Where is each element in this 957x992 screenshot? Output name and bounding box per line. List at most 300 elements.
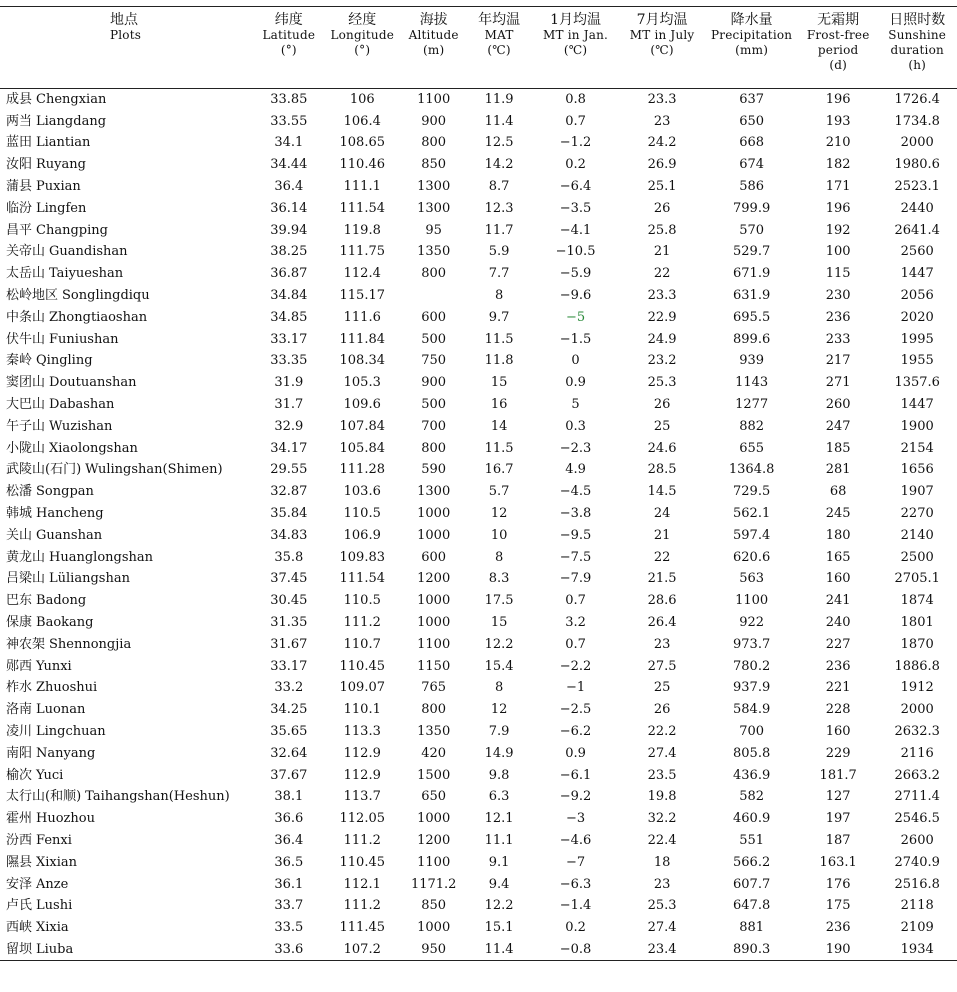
data-cell: −1 xyxy=(565,680,586,696)
plot-name-cell xyxy=(0,612,254,634)
column-header-en: Precipitation xyxy=(711,28,793,42)
data-cell: 26 xyxy=(653,200,671,216)
data-cell: 240 xyxy=(825,615,851,631)
plot-name-zh: 西峡 xyxy=(6,920,33,936)
data-cell: 2154 xyxy=(900,440,934,456)
data-cell: 27.5 xyxy=(647,658,677,674)
plot-name-en: Doutuanshan xyxy=(49,375,137,391)
data-cell: 8 xyxy=(494,680,504,696)
data-cell: 33.7 xyxy=(274,898,304,914)
plot-name-cell xyxy=(0,568,254,590)
plot-name-cell xyxy=(0,328,254,350)
data-cell: 937.9 xyxy=(733,680,771,696)
data-cell: 1000 xyxy=(417,506,451,522)
data-cell: −6.1 xyxy=(559,767,592,783)
data-cell: 0 xyxy=(571,353,580,369)
data-cell: 15.1 xyxy=(484,920,514,936)
plot-name-cell xyxy=(0,917,254,939)
plot-name-zh: 午子山 xyxy=(6,418,46,434)
data-cell: −10.5 xyxy=(555,244,596,260)
table-row xyxy=(0,721,957,743)
data-cell: −6.2 xyxy=(559,724,592,739)
plot-name-zh: 伏牛山 xyxy=(6,331,46,347)
data-cell: 1200 xyxy=(417,832,451,848)
data-cell: 33.17 xyxy=(270,331,308,347)
plot-name-cell xyxy=(0,459,254,481)
data-cell: 221 xyxy=(825,680,851,696)
data-cell: 34.85 xyxy=(270,309,308,325)
column-header xyxy=(877,7,957,89)
plot-name-en: Lingfen xyxy=(36,200,87,216)
data-cell: 23.4 xyxy=(620,939,705,961)
data-cell: 33.17 xyxy=(270,658,308,674)
plot-name-zh: 松潘 xyxy=(6,484,33,500)
plot-name-zh: 临汾 xyxy=(6,200,33,216)
data-cell: 631.9 xyxy=(733,288,771,304)
column-header-en: duration xyxy=(890,43,944,57)
data-cell: 668 xyxy=(739,135,765,151)
data-cell: 22.4 xyxy=(647,832,677,848)
column-header xyxy=(620,7,705,89)
data-cell: 247 xyxy=(825,418,851,434)
data-cell: 1300 xyxy=(417,179,451,195)
table-row xyxy=(0,285,957,307)
data-cell: 647.8 xyxy=(733,898,771,914)
data-cell: 1300 xyxy=(417,484,451,500)
data-cell: 111.75 xyxy=(339,244,385,260)
data-cell: 34.17 xyxy=(270,440,308,456)
data-cell: 23.2 xyxy=(647,353,677,369)
data-cell: 241 xyxy=(825,593,851,609)
plot-name-cell xyxy=(0,197,254,219)
plot-name-en: Songlingdiqu xyxy=(62,288,150,304)
data-cell: 112.9 xyxy=(343,745,381,761)
plot-name-cell xyxy=(0,851,254,873)
data-cell: 23.3 xyxy=(647,288,677,304)
data-cell: 2270 xyxy=(900,506,934,522)
plot-name-zh: 霍州 xyxy=(6,811,33,827)
data-cell: 436.9 xyxy=(733,767,771,783)
data-cell: 33.5 xyxy=(274,920,304,936)
data-cell: 590 xyxy=(421,462,447,478)
plot-name-en: Ruyang xyxy=(36,157,86,173)
plot-name-cell xyxy=(0,786,254,808)
plot-name-en: Luonan xyxy=(36,702,86,718)
data-cell: 800 xyxy=(421,266,447,282)
data-cell: 236 xyxy=(825,658,851,674)
data-cell: 181.7 xyxy=(819,767,857,783)
data-cell: 245 xyxy=(825,506,851,522)
data-cell: 2740.9 xyxy=(894,854,940,870)
data-cell: 176 xyxy=(825,876,851,892)
data-cell: 210 xyxy=(825,135,851,151)
data-cell: 107.2 xyxy=(324,939,400,961)
column-header-en: Frost-free xyxy=(806,28,870,42)
data-cell: 1955 xyxy=(900,353,934,369)
plot-name-zh: 成县 xyxy=(6,92,33,108)
data-cell: 30.45 xyxy=(270,593,308,609)
plot-name-cell xyxy=(0,590,254,612)
column-header-en: (℃) xyxy=(563,43,588,57)
data-cell: 1900 xyxy=(900,418,934,434)
data-cell: 106.4 xyxy=(343,113,381,129)
data-cell: 16.7 xyxy=(484,462,514,478)
plot-name-en: Zhongtiaoshan xyxy=(49,309,148,325)
data-cell: 34.83 xyxy=(270,527,308,543)
column-header-en: Plots xyxy=(110,28,142,42)
data-cell: 105.84 xyxy=(339,440,385,456)
plot-name-cell xyxy=(0,764,254,786)
data-cell: −0.8 xyxy=(531,939,620,961)
column-header-zh: 7月均温 xyxy=(636,12,688,28)
table-row xyxy=(0,830,957,852)
plot-name-en: Taiyueshan xyxy=(49,266,124,282)
plot-name-cell xyxy=(0,808,254,830)
data-cell: 115 xyxy=(825,266,851,282)
data-cell: 1447 xyxy=(900,266,934,282)
column-header-en: (°) xyxy=(354,43,371,57)
data-cell: 890.3 xyxy=(704,939,799,961)
data-cell: 695.5 xyxy=(733,309,771,325)
data-cell: 32.64 xyxy=(270,745,308,761)
data-cell: 26.4 xyxy=(647,615,677,631)
data-cell: 23.3 xyxy=(647,92,677,108)
data-cell: 2056 xyxy=(900,288,934,304)
data-cell: 12.1 xyxy=(484,811,514,827)
data-cell: 111.2 xyxy=(343,615,381,631)
plot-name-cell xyxy=(0,350,254,372)
data-cell: 2020 xyxy=(900,309,934,325)
data-cell: 111.54 xyxy=(339,571,385,587)
column-header-zh: 地点 xyxy=(110,12,138,28)
data-cell: 15.4 xyxy=(484,658,514,674)
data-cell: 529.7 xyxy=(733,244,771,260)
data-cell: 1000 xyxy=(417,527,451,543)
data-cell: 34.84 xyxy=(270,288,308,304)
data-cell: 229 xyxy=(825,745,851,761)
data-cell: 25.1 xyxy=(647,179,677,195)
column-header-en: MAT xyxy=(484,28,514,42)
data-cell: 34.44 xyxy=(270,157,308,173)
data-cell: 2516.8 xyxy=(894,876,940,892)
plot-name-cell xyxy=(0,939,254,961)
data-cell: 650 xyxy=(421,789,447,805)
plot-name-zh: 保康 xyxy=(6,615,33,631)
plot-name-cell xyxy=(0,394,254,416)
data-cell: 25.8 xyxy=(647,222,677,238)
data-cell: 1000 xyxy=(417,593,451,609)
data-cell: −3.5 xyxy=(559,200,592,216)
column-header-en: (d) xyxy=(829,58,847,72)
column-header-en: (h) xyxy=(908,58,927,72)
data-cell: 597.4 xyxy=(733,527,771,543)
data-cell: 899.6 xyxy=(733,331,771,347)
data-cell: 109.07 xyxy=(339,680,385,696)
data-cell: 607.7 xyxy=(733,876,771,892)
data-cell: 23 xyxy=(653,113,671,129)
data-cell: 109.6 xyxy=(343,397,381,413)
data-cell: 25 xyxy=(653,418,671,434)
data-cell: 2523.1 xyxy=(894,179,940,195)
data-cell: 11.9 xyxy=(484,92,514,108)
data-cell: 12.2 xyxy=(484,898,514,914)
data-cell: 620.6 xyxy=(733,549,771,565)
data-cell: −4.6 xyxy=(559,832,592,848)
data-cell: 11.5 xyxy=(484,440,514,456)
data-cell: 1100 xyxy=(417,636,451,652)
data-cell: 650 xyxy=(739,113,765,129)
data-cell: 2000 xyxy=(900,135,934,151)
data-cell: 26 xyxy=(653,397,671,413)
data-cell: 674 xyxy=(739,157,765,173)
table-row xyxy=(0,459,957,481)
data-cell: 584.9 xyxy=(733,702,771,718)
data-cell: 236 xyxy=(825,309,851,325)
column-header-en: Altitude xyxy=(408,28,459,42)
data-cell: 165 xyxy=(825,549,851,565)
data-cell: 111.1 xyxy=(343,179,381,195)
data-cell: 107.84 xyxy=(339,418,385,434)
plot-name-zh: 洛南 xyxy=(6,702,33,718)
plot-name-en: Yuci xyxy=(36,767,64,783)
data-cell: 850 xyxy=(421,157,447,173)
plot-name-zh: 关山 xyxy=(6,527,33,543)
plot-name-zh: 松岭地区 xyxy=(6,288,59,304)
data-cell: 5.9 xyxy=(488,244,510,260)
data-cell: 27.4 xyxy=(647,920,677,936)
data-cell: 110.5 xyxy=(343,506,381,522)
plot-name-zh: 巴东 xyxy=(6,593,33,609)
data-cell: 2109 xyxy=(900,920,934,936)
data-cell: 185 xyxy=(825,440,851,456)
data-cell: 1734.8 xyxy=(894,113,940,129)
data-cell: 112.9 xyxy=(343,767,381,783)
data-cell: −7 xyxy=(565,854,586,870)
data-cell: 2641.4 xyxy=(894,222,940,238)
data-cell: 196 xyxy=(825,92,851,108)
table-row xyxy=(0,219,957,241)
plot-name-en: Baokang xyxy=(36,615,94,631)
data-cell: 34.25 xyxy=(270,702,308,718)
data-cell: 2705.1 xyxy=(894,571,940,587)
data-cell: 105.3 xyxy=(343,375,381,391)
data-cell: 26.9 xyxy=(647,157,677,173)
data-cell: 192 xyxy=(825,222,851,238)
data-cell: 563 xyxy=(739,571,765,587)
column-header-zh: 纬度 xyxy=(274,12,303,28)
data-cell: 780.2 xyxy=(733,658,771,674)
data-cell: 11.8 xyxy=(484,353,514,369)
data-cell: 1200 xyxy=(417,571,451,587)
data-cell: 31.9 xyxy=(274,375,304,391)
data-cell: 9.7 xyxy=(488,309,510,325)
data-cell: 12 xyxy=(490,702,508,718)
data-cell: 180 xyxy=(825,527,851,543)
column-header-zh: 海拔 xyxy=(419,12,448,28)
data-cell: 11.5 xyxy=(484,331,514,347)
plot-name-en: Zhuoshui xyxy=(36,680,98,696)
data-cell: 1656 xyxy=(900,462,934,478)
data-cell: 24.2 xyxy=(647,135,677,151)
plot-name-en: Liangdang xyxy=(36,113,107,129)
data-cell: 115.17 xyxy=(339,288,385,304)
plot-name-zh: 汾西 xyxy=(6,832,33,848)
plot-name-en: Anze xyxy=(36,876,69,892)
data-cell: 1100 xyxy=(417,92,451,108)
data-cell: 1350 xyxy=(417,244,451,260)
data-cell: −1.5 xyxy=(559,331,592,347)
column-header xyxy=(324,7,400,89)
table-row xyxy=(0,524,957,546)
data-cell: 33.55 xyxy=(270,113,308,129)
data-cell: 922 xyxy=(739,615,765,631)
plot-name-en: Songpan xyxy=(36,484,94,500)
data-cell: −7.5 xyxy=(559,549,592,565)
data-cell: 9.1 xyxy=(488,854,510,870)
data-cell: 1907 xyxy=(900,484,934,500)
data-cell: 271 xyxy=(825,375,851,391)
plot-name-en: Xiaolongshan xyxy=(49,440,138,456)
plot-name-zh: 太行山(和顺) xyxy=(6,789,82,805)
table-row xyxy=(0,699,957,721)
plot-name-en: Wuzishan xyxy=(49,418,113,434)
table-row xyxy=(0,394,957,416)
plot-name-zh: 凌川 xyxy=(6,724,33,739)
plot-name-zh: 卢氏 xyxy=(6,898,33,914)
data-cell: 637 xyxy=(739,92,765,108)
data-cell: 38.25 xyxy=(270,244,308,260)
table-row xyxy=(0,263,957,285)
data-cell: −1.4 xyxy=(559,898,592,914)
data-cell: 23 xyxy=(653,636,671,652)
data-cell: 2632.3 xyxy=(894,724,940,739)
plot-name-cell xyxy=(0,481,254,503)
data-cell: 68 xyxy=(829,484,847,500)
data-cell: 655 xyxy=(739,440,765,456)
plot-name-en: Changping xyxy=(36,222,108,238)
data-cell: 106 xyxy=(349,92,375,108)
data-cell: 17.5 xyxy=(484,593,514,609)
data-cell: 127 xyxy=(825,789,851,805)
data-cell: 175 xyxy=(825,898,851,914)
data-cell: 700 xyxy=(421,418,447,434)
column-header-en: MT in July xyxy=(629,28,695,42)
data-cell: 111.84 xyxy=(339,331,385,347)
data-cell: 586 xyxy=(739,179,765,195)
data-cell: 2663.2 xyxy=(894,767,940,783)
data-cell: 113.7 xyxy=(343,789,381,805)
data-cell: 11.4 xyxy=(467,939,531,961)
plot-name-zh: 汝阳 xyxy=(6,157,33,173)
plot-name-zh: 留坝 xyxy=(6,941,33,957)
data-cell: 799.9 xyxy=(733,200,771,216)
data-cell: −4.5 xyxy=(559,484,592,500)
data-cell: 260 xyxy=(825,397,851,413)
data-cell: 1000 xyxy=(417,615,451,631)
plot-name-en: Xixian xyxy=(36,854,78,870)
data-cell: 1980.6 xyxy=(894,157,940,173)
data-cell: 973.7 xyxy=(733,636,771,652)
column-header-en: Sunshine xyxy=(888,28,947,42)
data-cell: 36.5 xyxy=(274,854,304,870)
data-cell: 0.7 xyxy=(565,593,586,609)
plot-name-zh: 关帝山 xyxy=(6,244,46,260)
data-cell: 4.9 xyxy=(565,462,586,478)
data-cell: 34.1 xyxy=(274,135,304,151)
plot-name-zh: 安泽 xyxy=(6,876,33,892)
data-cell: 500 xyxy=(421,331,447,347)
data-cell: 31.7 xyxy=(274,397,304,413)
table-row xyxy=(0,895,957,917)
data-cell: 8 xyxy=(494,549,504,565)
data-cell: 1350 xyxy=(417,724,451,739)
plot-name-zh: 柞水 xyxy=(6,680,33,696)
data-cell: 2440 xyxy=(900,200,934,216)
plot-name-en: Qingling xyxy=(36,353,93,369)
data-cell: 882 xyxy=(739,418,765,434)
data-cell: 190 xyxy=(799,939,877,961)
column-header-en: MT in Jan. xyxy=(543,28,609,42)
data-cell: 1357.6 xyxy=(894,375,940,391)
data-cell: 21 xyxy=(653,244,671,260)
plot-name-cell xyxy=(0,830,254,852)
plot-name-en: Funiushan xyxy=(49,331,119,347)
table-header-row xyxy=(0,7,957,89)
data-cell: 110.45 xyxy=(339,658,385,674)
data-cell: 881 xyxy=(739,920,765,936)
data-cell: 29.55 xyxy=(270,462,308,478)
data-cell: 1912 xyxy=(900,680,934,696)
plot-name-cell xyxy=(0,285,254,307)
data-cell: 108.65 xyxy=(339,135,385,151)
data-cell: 11.1 xyxy=(484,832,514,848)
data-cell: 5.7 xyxy=(488,484,510,500)
data-cell: 119.8 xyxy=(343,222,381,238)
data-cell: −2.5 xyxy=(559,702,592,718)
plot-name-en: Hancheng xyxy=(36,506,104,522)
data-cell: 500 xyxy=(421,397,447,413)
plot-name-zh: 韩城 xyxy=(6,506,33,522)
plot-name-cell xyxy=(0,503,254,525)
data-cell: 39.94 xyxy=(270,222,308,238)
data-cell: 9.4 xyxy=(488,876,510,892)
data-cell: 0.2 xyxy=(565,157,586,173)
data-cell: 2600 xyxy=(900,832,934,848)
data-cell: 110.5 xyxy=(343,593,381,609)
column-header-en: Longitude xyxy=(330,28,395,42)
data-cell: 37.67 xyxy=(270,767,308,783)
data-cell: 1870 xyxy=(900,636,934,652)
column-header-en: (m) xyxy=(423,43,445,57)
data-cell: 110.46 xyxy=(339,157,385,173)
data-cell: 23.5 xyxy=(647,767,677,783)
table-row xyxy=(0,110,957,132)
data-cell: 14.2 xyxy=(484,157,514,173)
plot-name-cell xyxy=(0,742,254,764)
data-cell: 100 xyxy=(825,244,851,260)
table-row xyxy=(0,546,957,568)
climate-data-table xyxy=(0,6,957,961)
column-header-en: (mm) xyxy=(735,43,769,57)
plot-name-en: Liuba xyxy=(36,941,74,957)
data-cell: 112.05 xyxy=(339,811,385,827)
plot-name-zh: 神农架 xyxy=(6,636,46,652)
data-cell: −6.4 xyxy=(559,179,592,195)
data-cell: 1150 xyxy=(417,658,451,674)
data-cell: 2140 xyxy=(900,527,934,543)
table-row xyxy=(0,786,957,808)
table-row xyxy=(0,568,957,590)
